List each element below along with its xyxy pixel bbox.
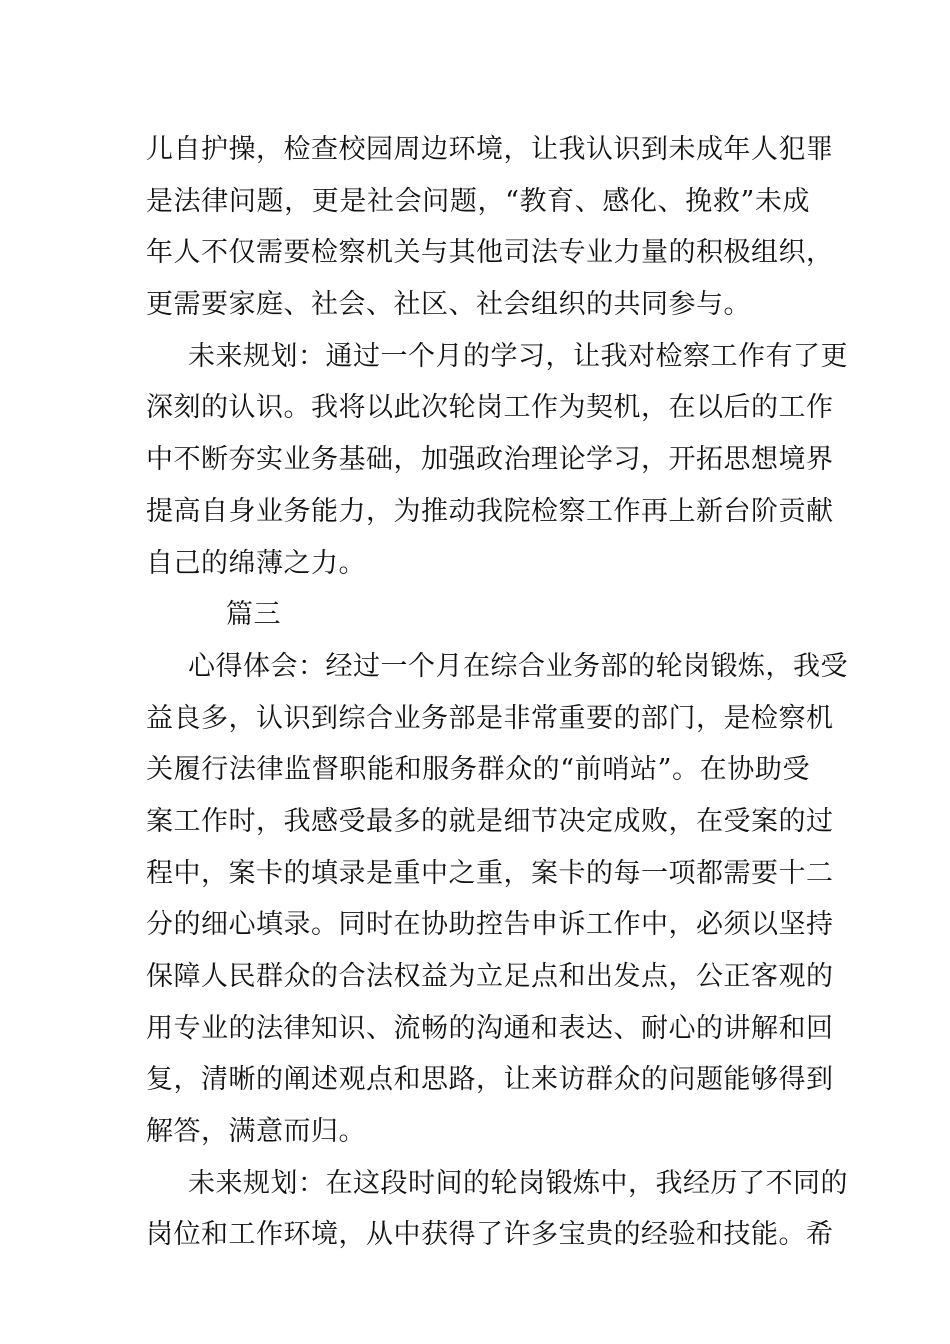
text-line: 年人不仅需要检察机关与其他司法专业力量的积极组织， [146,237,834,269]
text-line: 解答，满意而归。 [146,1116,366,1148]
text-line: 未来规划：在这段时间的轮岗锻炼中，我经历了不同的 [188,1167,848,1199]
text-line: 自己的绵薄之力。 [146,547,366,579]
document-body [146,124,848,1261]
text-line: 用专业的法律知识、流畅的沟通和表达、耐心的讲解和回 [146,1012,834,1044]
text-line: 心得体会：经过一个月在综合业务部的轮岗锻炼，我受 [188,650,848,682]
text-line: 是法律问题，更是社会问题，“教育、感化、挽救”未成 [146,185,810,217]
text-line: 儿自护操，检查校园周边环境，让我认识到未成年人犯罪 [146,134,834,165]
text-line: 中不断夯实业务基础，加强政治理论学习，开拓思想境界 [146,444,834,476]
text-line: 深刻的认识。我将以此次轮岗工作为契机，在以后的工作 [146,392,834,424]
text-line: 岗位和工作环境，从中获得了许多宝贵的经验和技能。希 [146,1219,834,1251]
text-line: 益良多，认识到综合业务部是非常重要的部门，是检察机 [146,702,834,734]
text-line: 复，清晰的阐述观点和思路，让来访群众的问题能够得到 [146,1064,834,1096]
text-line: 保障人民群众的合法权益为立足点和出发点，公正客观的 [146,961,834,992]
text-line: 案工作时，我感受最多的就是细节决定成败，在受案的过 [146,805,834,837]
text-line: 程中，案卡的填录是重中之重，案卡的每一项都需要十二 [146,857,834,889]
section-heading: 篇三 [226,599,281,631]
text-line: 未来规划：通过一个月的学习，让我对检察工作有了更 [188,340,848,372]
text-line: 分的细心填录。同时在协助控告申诉工作中，必须以坚持 [146,909,834,941]
text-line: 更需要家庭、社会、社区、社会组织的共同参与。 [146,289,751,321]
text-line: 关履行法律监督职能和服务群众的“前哨站”。在协助受 [146,754,810,786]
text-line: 提高自身业务能力，为推动我院检察工作再上新台阶贡献 [146,495,834,527]
